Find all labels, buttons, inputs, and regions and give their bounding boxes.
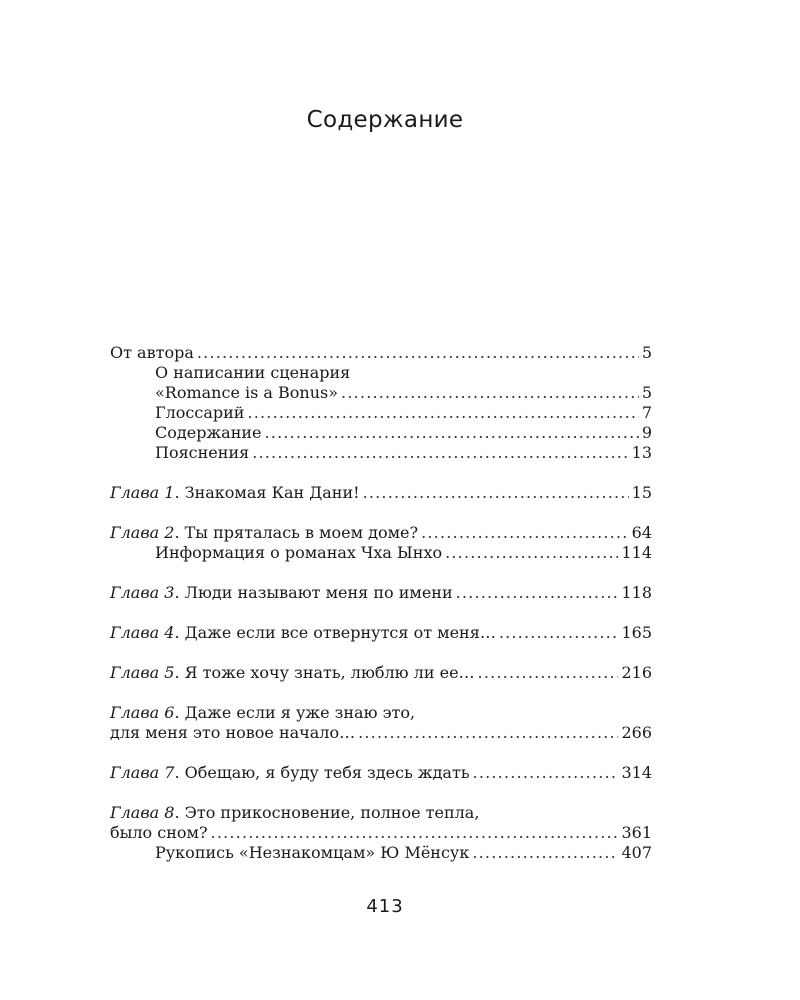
toc-entry-author (110, 343, 652, 363)
chapter-title: . Обещаю, я буду тебя здесь ждать (174, 763, 470, 782)
toc-entry-scenario-line2 (110, 383, 652, 403)
toc-entry-page: 361 (621, 823, 652, 842)
toc-entry-chapter-3 (110, 583, 652, 603)
toc-entry-page: 216 (621, 663, 652, 682)
toc-entry-page: 13 (631, 443, 652, 462)
dot-leader (247, 403, 638, 423)
toc-entry-notes (110, 443, 652, 463)
toc-entry-page: 407 (621, 843, 652, 862)
dot-leader (472, 843, 618, 863)
chapter-number: Глава 6 (110, 703, 175, 722)
dot-leader (421, 523, 629, 543)
chapter-number: Глава 8 (110, 803, 175, 822)
toc-entry-page: 5 (641, 343, 652, 362)
toc-entry-page: 7 (641, 403, 652, 422)
toc-entry-chapter-4 (110, 623, 652, 643)
toc-entry-page: 5 (641, 383, 652, 402)
toc-entry-scenario-line1 (110, 363, 652, 383)
chapter-number: Глава 5 (110, 663, 175, 682)
toc-entry-label: Глоссарий (155, 403, 245, 422)
chapter-number: Глава 1 (110, 483, 175, 502)
toc-entry-chapter-2 (110, 523, 652, 543)
toc-entry-chapter-8 (110, 803, 652, 823)
toc-entry-label: От автора (110, 343, 194, 362)
chapter-number: Глава 4 (110, 623, 175, 642)
dot-leader (211, 823, 619, 843)
dot-leader (197, 343, 639, 363)
chapter-title-continued: было сном? (110, 823, 208, 842)
toc-entry-label: Рукопись «Незнакомцам» Ю Мёнсук (155, 843, 470, 862)
chapter-title: . Это прикосновение, полное тепла, (174, 803, 480, 822)
toc-entry-chapter-6-cont (110, 723, 652, 743)
page-number: 413 (366, 896, 404, 917)
dot-leader (252, 443, 628, 463)
toc-entry-page: 118 (621, 583, 652, 602)
dot-leader (473, 763, 619, 783)
chapter-number: Глава 2 (110, 523, 175, 542)
toc-entry-chapter-2-sub (110, 543, 652, 563)
chapter-title: . Я тоже хочу знать, люблю ли ее… (174, 663, 475, 682)
dot-leader (456, 583, 619, 603)
toc-entry-page: 9 (641, 423, 652, 442)
toc-entry-contents (110, 423, 652, 443)
toc-entry-page: 314 (621, 763, 652, 782)
table-of-contents (110, 343, 652, 863)
toc-entry-chapter-6 (110, 703, 652, 723)
toc-entry-page: 15 (631, 483, 652, 502)
dot-leader (265, 423, 639, 443)
toc-entry-chapter-7 (110, 763, 652, 783)
toc-entry-label: Содержание (155, 423, 262, 442)
chapter-title-continued: для меня это новое начало… (110, 723, 356, 742)
toc-entry-chapter-8-cont (110, 823, 652, 843)
toc-entry-label: Информация о романах Чха Ынхо (155, 543, 443, 562)
toc-entry-label: О написании сценария (155, 363, 351, 382)
toc-entry-label: «Romance is a Bonus» (155, 383, 339, 402)
dot-leader (358, 723, 618, 743)
toc-entry-page: 266 (621, 723, 652, 742)
toc-entry-chapter-8-sub (110, 843, 652, 863)
dot-leader (341, 383, 639, 403)
toc-entry-chapter-1 (110, 483, 652, 503)
dot-leader (445, 543, 618, 563)
page-title: Содержание (306, 107, 464, 133)
toc-entry-chapter-5 (110, 663, 652, 683)
chapter-title: . Ты пряталась в моем доме? (174, 523, 419, 542)
toc-entry-page: 165 (621, 623, 652, 642)
dot-leader (499, 623, 619, 643)
chapter-number: Глава 7 (110, 763, 175, 782)
chapter-title: . Даже если все отвернутся от меня… (174, 623, 496, 642)
chapter-title: . Знакомая Кан Дани! (174, 483, 360, 502)
toc-entry-label: Пояснения (155, 443, 250, 462)
dot-leader (478, 663, 619, 683)
dot-leader (363, 483, 629, 503)
chapter-number: Глава 3 (110, 583, 175, 602)
toc-entry-page: 64 (631, 523, 652, 542)
chapter-title: . Даже если я уже знаю это, (174, 703, 416, 722)
chapter-title: . Люди называют меня по имени (174, 583, 453, 602)
toc-entry-page: 114 (621, 543, 652, 562)
toc-entry-glossary (110, 403, 652, 423)
